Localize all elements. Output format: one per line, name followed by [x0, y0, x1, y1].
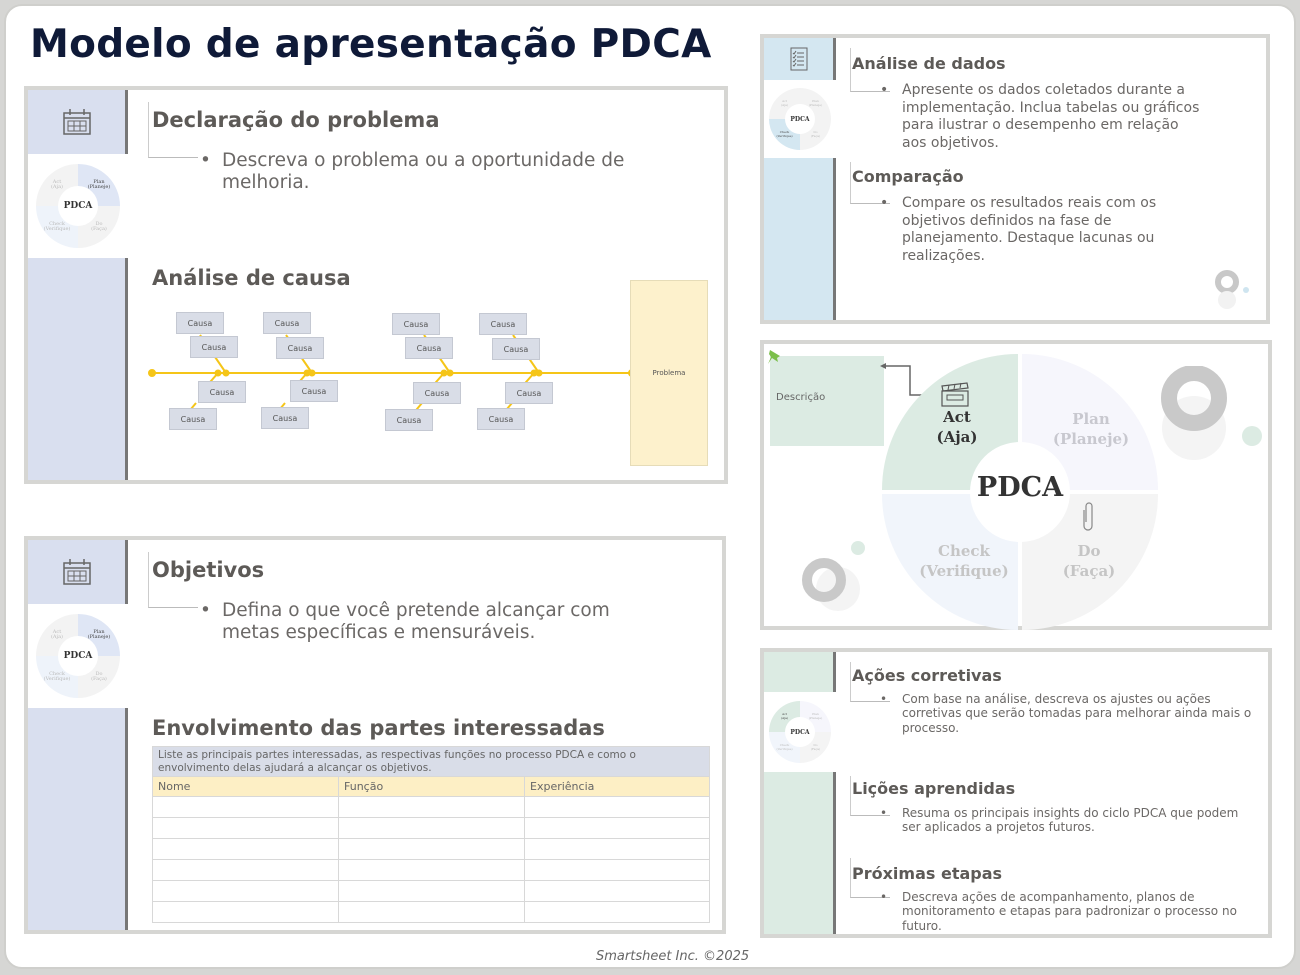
do-title: Do: [1077, 542, 1101, 560]
corrective-bullet: • Com base na análise, descreva os ajustes ou ações corretivas que serão tomadas para melhorar ainda mais o processo.: [902, 692, 1258, 735]
problem-bullet: • Descreva o problema ou a oportunidade de melhoria.: [222, 150, 662, 194]
mini-plan: Plan (Planeje): [800, 701, 831, 732]
objectives-side-bottom: [28, 708, 128, 930]
mini-center: PDCA: [58, 186, 98, 226]
cause-box: Causa: [261, 407, 309, 429]
check-title: Check: [938, 542, 990, 560]
cause-box: Causa: [479, 313, 527, 335]
calendar-icon: [28, 540, 125, 604]
cause-box: Causa: [505, 382, 553, 404]
cause-box: Causa: [413, 382, 461, 404]
description-box: [770, 356, 884, 446]
mini-do: Do (Faça): [78, 656, 120, 698]
cause-box: Causa: [477, 408, 525, 430]
stakeholders-note: Liste as principais partes interessadas, as respectivas funções no processo PDCA e como o envolvimento delas ajudará a alcançar os objetivos.: [153, 747, 710, 777]
check-side-bottom: [764, 158, 836, 320]
cause-box: Causa: [190, 336, 238, 358]
table-cell[interactable]: [153, 839, 339, 860]
cause-box: Causa: [492, 338, 540, 360]
mini-center: PDCA: [785, 717, 815, 747]
do-subtitle: (Faça): [1062, 561, 1116, 580]
cause-analysis-heading: Análise de causa: [152, 266, 351, 290]
objectives-heading: Objetivos: [152, 558, 265, 582]
cause-box: Causa: [169, 408, 217, 430]
column-header-experience: Experiência: [525, 777, 710, 797]
mini-plan: Plan (Planeje): [78, 164, 120, 206]
mini-check: Check (Verifique): [769, 119, 800, 150]
check-subtitle: (Verifique): [919, 561, 1009, 580]
mini-act: Act (Aja): [36, 164, 78, 206]
next-steps-heading: Próximas etapas: [852, 864, 1003, 883]
table-cell[interactable]: [153, 902, 339, 923]
comparison-bullet: • Compare os resultados reais com os objetivos definidos na fase de planejamento. Destaque lacunas ou realizações.: [902, 195, 1192, 265]
act-mini-pdca-area: [764, 692, 836, 772]
column-header-name: Nome: [153, 777, 339, 797]
mini-plan: Plan (Planeje): [800, 88, 831, 119]
act-side-bottom: [764, 772, 836, 934]
clapperboard-icon: [940, 382, 970, 408]
cause-box: Causa: [290, 380, 338, 402]
cause-box: Causa: [176, 312, 224, 334]
table-row: [153, 797, 710, 818]
table-row: [153, 902, 710, 923]
table-cell[interactable]: [153, 797, 339, 818]
table-row: [153, 818, 710, 839]
corrective-heading: Ações corretivas: [852, 666, 1002, 685]
problem-heading: Declaração do problema: [152, 108, 440, 132]
objectives-side-top: [28, 540, 128, 604]
mini-do: Do (Faça): [78, 206, 120, 248]
mini-pdca-diagram: [769, 701, 831, 763]
cause-box: Causa: [385, 409, 433, 431]
act-side-top: [764, 652, 836, 692]
decorative-ring-icon: [1214, 268, 1254, 318]
cause-box: Causa: [405, 337, 453, 359]
mini-do: Do (Faça): [800, 732, 831, 763]
column-header-function: Função: [339, 777, 525, 797]
fishbone-lines: [28, 90, 732, 488]
table-cell[interactable]: [525, 881, 710, 902]
act-label: [922, 408, 992, 447]
table-cell[interactable]: [339, 881, 525, 902]
decorative-ring-icon: [800, 534, 890, 614]
table-cell[interactable]: [525, 797, 710, 818]
mini-plan: Plan (Planeje): [78, 614, 120, 656]
page: [4, 4, 1296, 969]
table-cell[interactable]: [153, 818, 339, 839]
mini-check: Check (Verifique): [36, 206, 78, 248]
mini-pdca-diagram: [769, 88, 831, 150]
table-cell[interactable]: [525, 839, 710, 860]
pdca-center-label: PDCA: [976, 472, 1064, 503]
plan-subtitle: (Planeje): [1052, 429, 1130, 448]
problem-box: Problema: [630, 280, 708, 466]
table-cell[interactable]: [153, 860, 339, 881]
next-steps-bullet: • Descreva ações de acompanhamento, planos de monitoramento e etapas para padronizar o processo no futuro.: [902, 890, 1262, 933]
table-cell[interactable]: [339, 818, 525, 839]
table-row: [153, 860, 710, 881]
act-subtitle: (Aja): [936, 427, 978, 446]
checklist-icon: [764, 38, 833, 80]
decorative-ring-icon: [1156, 366, 1266, 476]
objectives-bullet: • Defina o que você pretende alcançar com metas específicas e mensuráveis.: [222, 600, 642, 644]
plan-title: Plan: [1072, 410, 1110, 428]
mini-pdca-diagram: [36, 614, 120, 698]
table-cell[interactable]: [339, 902, 525, 923]
mini-act: Act (Aja): [769, 88, 800, 119]
table-cell[interactable]: [525, 860, 710, 881]
objectives-card: [24, 536, 726, 934]
page-title: Modelo de apresentação PDCA: [30, 22, 712, 67]
table-header-row: [153, 777, 710, 797]
table-cell[interactable]: [525, 818, 710, 839]
check-side-top: [764, 38, 836, 80]
table-row: [153, 839, 710, 860]
cause-box: Causa: [263, 312, 311, 334]
mini-act: Act (Aja): [36, 614, 78, 656]
data-analysis-bullet: • Apresente os dados coletados durante a implementação. Inclua tabelas ou gráficos para ilustrar o desempenho em relação aos objetivos.: [902, 82, 1202, 152]
plan-card: [24, 86, 728, 484]
table-cell[interactable]: [339, 860, 525, 881]
objectives-mini-pdca-area: [28, 604, 128, 708]
pushpin-icon: [766, 348, 786, 368]
check-card: [760, 34, 1270, 324]
do-label: [1054, 542, 1124, 581]
lessons-bullet: • Resuma os principais insights do ciclo PDCA que podem ser aplicados a projetos futuros.: [902, 806, 1258, 835]
act-title: Act: [943, 408, 971, 426]
data-analysis-heading: Análise de dados: [852, 54, 1006, 73]
check-label: [914, 542, 1014, 581]
lessons-heading: Lições aprendidas: [852, 779, 1016, 798]
cause-box: Causa: [276, 337, 324, 359]
stakeholders-heading: Envolvimento das partes interessadas: [152, 716, 605, 740]
mini-act: Act (Aja): [769, 701, 800, 732]
mini-center: PDCA: [58, 636, 98, 676]
mini-check: Check (Verifique): [769, 732, 800, 763]
cause-box: Causa: [392, 313, 440, 335]
table-cell[interactable]: [525, 902, 710, 923]
table-cell[interactable]: [153, 881, 339, 902]
pdca-cycle-card: [760, 340, 1272, 630]
mini-check: Check (Verifique): [36, 656, 78, 698]
description-label: Descrição: [776, 392, 826, 403]
table-cell[interactable]: [339, 797, 525, 818]
paperclip-icon: [1078, 500, 1098, 534]
act-card: [760, 648, 1272, 938]
cause-box: Causa: [198, 381, 246, 403]
check-mini-pdca-area: [764, 80, 836, 158]
comparison-heading: Comparação: [852, 167, 964, 186]
mini-do: Do (Faça): [800, 119, 831, 150]
footer-copyright: Smartsheet Inc. ©2025: [596, 949, 750, 964]
mini-center: PDCA: [785, 104, 815, 134]
stakeholders-table: [152, 746, 710, 923]
table-row: [153, 881, 710, 902]
plan-label: [1046, 410, 1136, 449]
table-cell[interactable]: [339, 839, 525, 860]
